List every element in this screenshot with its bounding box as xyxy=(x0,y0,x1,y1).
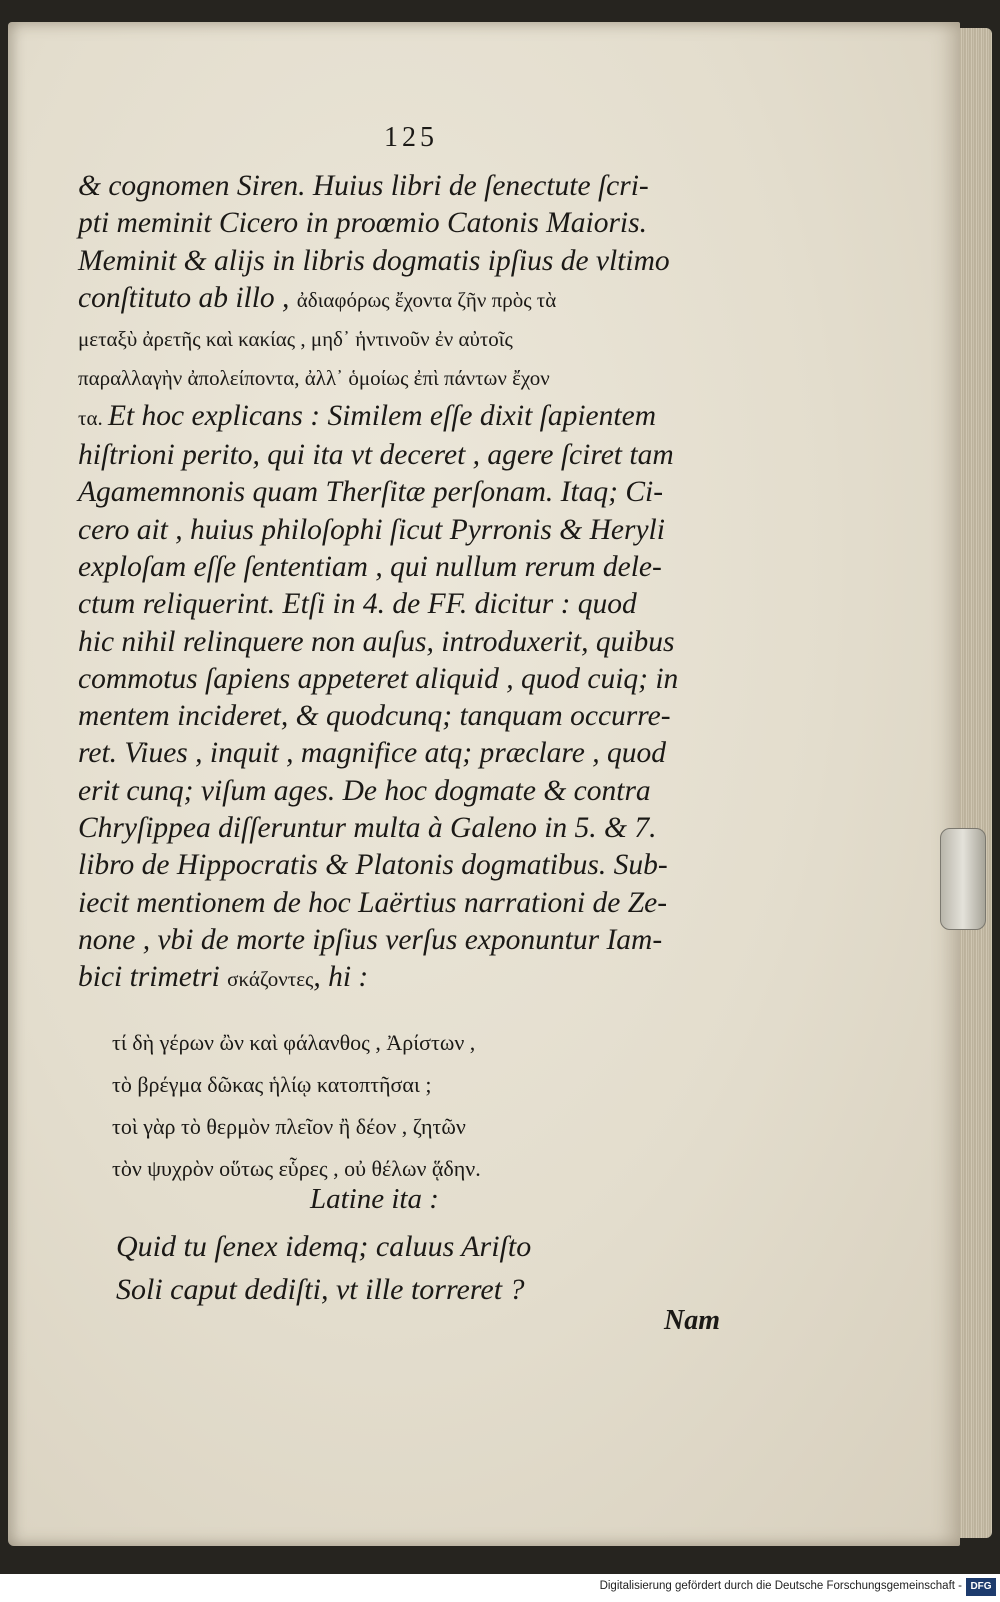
greek-text: τα. xyxy=(78,405,108,430)
footer-credit: Digitalisierung gefördert durch die Deutsche Forschungsgemeinschaft - xyxy=(599,1580,962,1592)
latin-verses xyxy=(116,1225,596,1311)
digitization-footer xyxy=(0,1574,1000,1602)
greek-text: μεταξὺ ἀρετῆς καὶ κακίας , μηδ᾽ ἡντινοῦν ἐν αὐτοῖς xyxy=(78,327,513,352)
text-line: commotus ſapiens appeteret aliquid , quod cuiq; in xyxy=(78,662,679,695)
text-line: τα. Et hoc explicans : Similem eſſe dixit ſapientem xyxy=(78,399,656,432)
greek-text: σκάζοντες xyxy=(227,967,314,992)
text-line: Agamemnonis quam Therſitæ perſonam. Itaq; Ci- xyxy=(78,476,664,509)
text-line: bici trimetri σκάζοντες, hi : xyxy=(78,961,369,994)
text-line: hic nihil relinquere non auſus, introduxerit, quibus xyxy=(78,625,675,658)
text-line: hiſtrioni perito, qui ita vt deceret , agere ſciret tam xyxy=(78,439,674,472)
greek-verse-line: τί δὴ γέρων ὢν καὶ φάλανθος , Ἀρίστων , xyxy=(112,1030,476,1055)
text-line: libro de Hippocratis & Platonis dogmatibus. Sub- xyxy=(78,849,668,882)
text-line: ret. Viues , inquit , magnifice atq; præclare , quod xyxy=(78,737,667,770)
greek-verse-line: τὸ βρέγμα δῶκας ἡλίῳ κατοπτῆσαι ; xyxy=(112,1072,432,1097)
dfg-logo-icon: DFG xyxy=(966,1578,996,1596)
text-line: Meminit & alijs in libris dogmatis ipſius de vltimo xyxy=(78,244,670,277)
text-line: ctum reliquerint. Etſi in 4. de FF. dicitur : quod xyxy=(78,588,637,621)
page-number: 125 xyxy=(384,122,438,153)
text-line: & cognomen Siren. Huius libri de ſenectute ſcri- xyxy=(78,170,649,202)
catchword: Nam xyxy=(664,1305,720,1336)
text-line: iecit mentionem de hoc Laërtius narrationi de Ze- xyxy=(78,886,668,919)
body-text xyxy=(78,168,758,999)
latin-verse-line: Soli caput dediſti, vt ille torreret ? xyxy=(116,1273,525,1306)
text-line: mentem incideret, & quodcunq; tanquam occurre- xyxy=(78,700,671,733)
text-line xyxy=(78,319,758,358)
greek-verses xyxy=(112,1022,632,1190)
greek-verse-line: τοὶ γὰρ τὸ θερμὸν πλεῖον ἢ δέον , ζητῶν xyxy=(112,1114,466,1139)
text-line xyxy=(78,358,758,397)
text-line: erit cunq; viſum ages. De hoc dogmate & contra xyxy=(78,774,651,807)
text-line: cero ait , huius philoſophi ſicut Pyrronis & Heryli xyxy=(78,513,665,546)
text-line: Chryſippea diſſeruntur multa à Galeno in 5. & 7. xyxy=(78,812,657,845)
page-holder-clip xyxy=(940,828,986,930)
greek-text: ἀδιαφόρως ἔχοντα ζῆν πρὸς τὰ xyxy=(296,287,557,312)
text-line: conſtituto ab illo , ἀδιαφόρως ἔχοντα ζῆν πρὸς τὰ xyxy=(78,281,557,314)
text-line: none , vbi de morte ipſius verſus exponuntur Iam- xyxy=(78,923,663,956)
latin-heading: Latine ita : xyxy=(310,1183,439,1215)
text-line: exploſam eſſe ſententiam , qui nullum rerum dele- xyxy=(78,550,662,583)
greek-text: παραλλαγὴν ἀπολείποντα, ἀλλ᾽ ὁμοίως ἐπὶ πάντων ἔχον xyxy=(78,366,550,391)
latin-verse-line: Quid tu ſenex idemq; caluus Ariſto xyxy=(116,1230,532,1263)
greek-verse-line: τὸν ψυχρὸν οὕτως εὗρες , οὐ θέλων ᾅδην. xyxy=(112,1156,481,1181)
text-line: pti meminit Cicero in proœmio Catonis Maioris. xyxy=(78,207,647,240)
